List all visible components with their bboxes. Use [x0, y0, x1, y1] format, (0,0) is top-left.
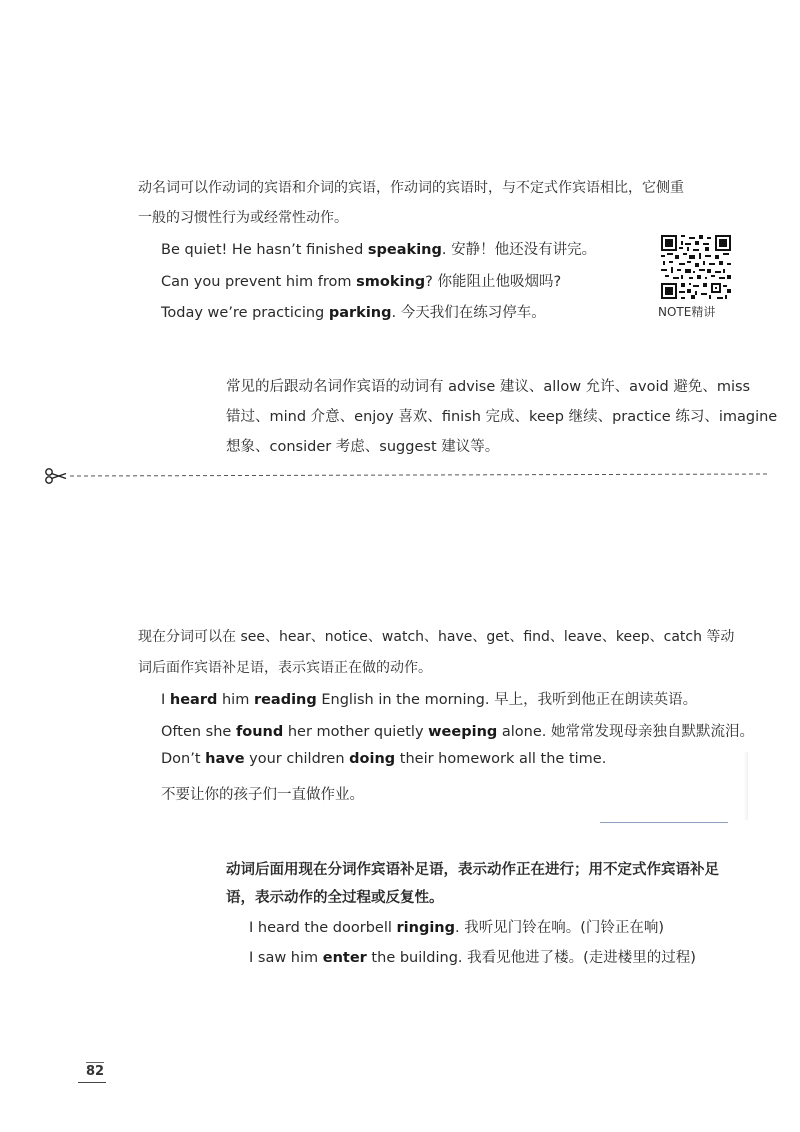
section2-intro-line1: 现在分词可以在 see、hear、notice、watch、have、get、find、leave、keep、catch 等动 [138, 629, 735, 645]
example-translation: 不要让你的孩子们一直做作业。 [161, 787, 364, 803]
example-sentence: Can you prevent him from smoking? 你能阻止他吸烟吗? [161, 274, 562, 290]
section2-intro-line2: 词后面作宾语补足语，表示宾语正在做的动作。 [138, 660, 432, 676]
note-line: 错过、mind 介意、enjoy 喜欢、finish 完成、keep 继续、practice 练习、imagine [226, 409, 778, 425]
scissors-icon [46, 469, 66, 483]
highlight-word: have [205, 751, 245, 767]
highlight-word: ringing [396, 920, 456, 936]
example-sentence: Often she found her mother quietly weeping alone. 她常常发现母亲独自默默流泪。 [161, 724, 755, 740]
highlight-word: reading [253, 692, 317, 708]
example-sentence: Be quiet! He hasn’t finished speaking. 安静！他还没有讲完。 [161, 242, 597, 258]
page-number-rule [78, 1082, 106, 1083]
highlight-word: enter [322, 950, 367, 966]
page-edge-shade [744, 752, 748, 820]
note-line: 语，表示动作的全过程或反复性。 [226, 890, 444, 906]
note-example: I heard the doorbell ringing. 我听见门铃在响。(门铃正在响) [249, 920, 665, 936]
page-number: 82 [86, 1064, 105, 1079]
note-example: I saw him enter the building. 我看见他进了楼。(走进楼里的过程) [249, 950, 696, 966]
scan-mark [600, 822, 728, 823]
example-sentence: Don’t have your children doing their homework all the time. [161, 751, 607, 767]
qr-code-label: NOTE精讲 [658, 305, 716, 319]
highlight-word: parking [328, 305, 392, 321]
highlight-word: found [235, 724, 284, 740]
example-sentence: Today we’re practicing parking. 今天我们在练习停车。 [161, 305, 546, 321]
highlight-word: doing [349, 751, 396, 767]
example-sentence: I heard him reading English in the morning. 早上，我听到他正在朗读英语。 [161, 692, 698, 708]
note-line: 常见的后跟动名词作宾语的动词有 advise 建议、allow 允许、avoid 避免、miss [226, 379, 751, 395]
highlight-word: speaking [367, 242, 442, 258]
section1-intro-line1: 动名词可以作动词的宾语和介词的宾语，作动词的宾语时，与不定式作宾语相比，它侧重 [138, 180, 684, 196]
page-number-rule [86, 1062, 104, 1063]
highlight-word: smoking [356, 274, 426, 290]
highlight-word: heard [169, 692, 218, 708]
note-line: 动词后面用现在分词作宾语补足语，表示动作正在进行；用不定式作宾语补足 [226, 862, 719, 878]
qr-code-icon[interactable] [661, 235, 731, 299]
note-line: 想象、consider 考虑、suggest 建议等。 [226, 439, 500, 455]
section1-intro-line2: 一般的习惯性行为或经常性动作。 [138, 210, 348, 226]
highlight-word: weeping [428, 724, 498, 740]
cut-line-divider [44, 466, 772, 486]
